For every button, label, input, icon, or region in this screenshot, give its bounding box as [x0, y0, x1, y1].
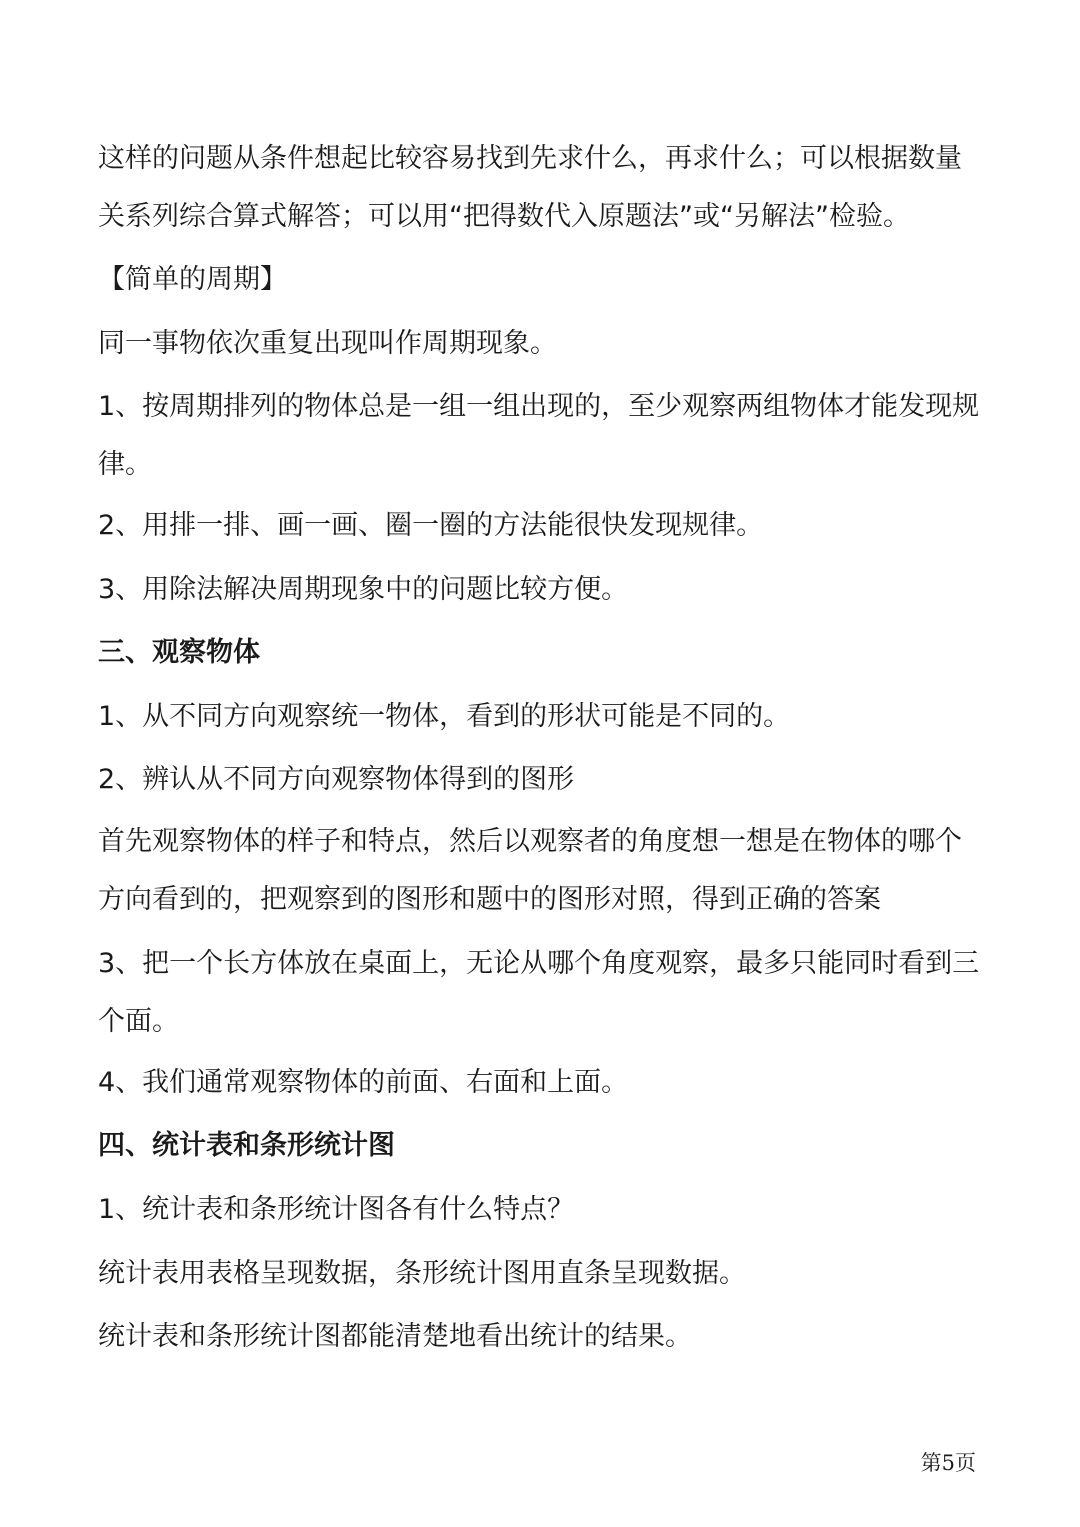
- paragraph-observe-method: 首先观察物体的样子和特点，然后以观察者的角度想一想是在物体的哪个方向看到的，把观察到的图形和题中的图形对照，得到正确的答案: [98, 826, 962, 915]
- heading-observe-objects: 三、观察物体: [98, 637, 260, 668]
- page-number: 第5页: [920, 1451, 976, 1475]
- paragraph-statistics-answer-2: 统计表和条形统计图都能清楚地看出统计的结果。: [98, 1321, 692, 1352]
- paragraph-period-point-2: 2、用排一排、画一画、圈一圈的方法能很快发现规律。: [98, 510, 764, 541]
- section-title-simple-period: 【简单的周期】: [98, 264, 287, 295]
- paragraph-observe-point-4: 4、我们通常观察物体的前面、右面和上面。: [98, 1067, 629, 1098]
- paragraph-period-definition: 同一事物依次重复出现叫作周期现象。: [98, 328, 557, 359]
- paragraph-statistics-question: 1、统计表和条形统计图各有什么特点？: [98, 1194, 575, 1225]
- paragraph-observe-point-2: 2、辨认从不同方向观察物体得到的图形: [98, 764, 575, 795]
- paragraph-observe-point-3: 3、把一个长方体放在桌面上，无论从哪个角度观察，最多只能同时看到三个面。: [98, 948, 980, 1037]
- paragraph-intro: 这样的问题从条件想起比较容易找到先求什么，再求什么；可以根据数量关系列综合算式解答；可以用“把得数代入原题法”或“另解法”检验。: [98, 143, 962, 232]
- heading-statistics: 四、统计表和条形统计图: [98, 1130, 395, 1161]
- paragraph-period-point-1: 1、按周期排列的物体总是一组一组出现的，至少观察两组物体才能发现规律。: [98, 391, 980, 480]
- paragraph-statistics-answer-1: 统计表用表格呈现数据，条形统计图用直条呈现数据。: [98, 1258, 746, 1289]
- paragraph-observe-point-1: 1、从不同方向观察统一物体，看到的形状可能是不同的。: [98, 701, 791, 732]
- paragraph-period-point-3: 3、用除法解决周期现象中的问题比较方便。: [98, 574, 629, 605]
